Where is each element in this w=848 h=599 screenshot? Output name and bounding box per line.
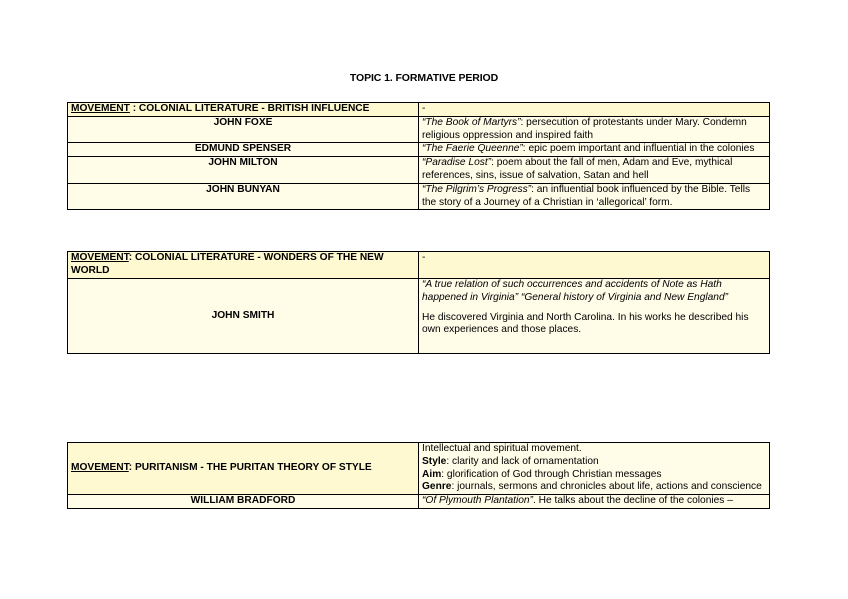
author-cell [68, 183, 419, 210]
work-description: : epic poem important and influential in the colonies [522, 143, 755, 155]
work-title: “Of Plymouth Plantation” [422, 495, 533, 507]
work-cell [419, 279, 770, 354]
movement-cell [68, 252, 419, 279]
work-title: “The Pilgrim’s Progress” [422, 183, 532, 195]
author-name: JOHN BUNYAN [206, 183, 280, 195]
author-name: EDMUND SPENSER [194, 143, 292, 155]
movement-table-wonders-new-world [67, 251, 770, 354]
work-title: “The Faerie Queenne” [422, 143, 523, 155]
work-description: : an influential book influenced by the Bible. Tells the story of a Journey of a Christian in ‘allegorical’ form. [422, 183, 751, 208]
movement-name: : COLONIAL LITERATURE - BRITISH INFLUENCE [129, 103, 370, 114]
table-header-row [68, 103, 770, 117]
work-title: “Paradise Lost” [422, 157, 492, 169]
author-cell [68, 279, 419, 354]
table-row [68, 495, 770, 509]
work-description: : persecution of protestants under Mary. Condemn religious oppression and inspired faith [422, 116, 747, 141]
style-line [422, 456, 766, 469]
style-label: Style [422, 455, 447, 467]
work-title-2: “General history of Virginia and New England” [520, 291, 729, 303]
table-row [68, 157, 770, 184]
work-title: “The Book of Martyrs” [422, 116, 521, 128]
movement-name: : COLONIAL LITERATURE - WONDERS OF THE NEW WORLD [71, 252, 384, 276]
work-description: He discovered Virginia and North Carolina. In his works he described his own experiences and those places. [422, 311, 749, 336]
table-row [68, 183, 770, 210]
work-title: “A true relation of such occurrences and accidents of Note as Hath happened in Virginia” [422, 279, 722, 303]
work-cell [419, 495, 770, 509]
movement-cell [68, 443, 419, 495]
movement-intro: Intellectual and spiritual movement. [422, 443, 582, 454]
author-name: JOHN FOXE [213, 116, 273, 128]
author-name: WILLIAM BRADFORD [190, 495, 296, 507]
header-right-cell: - [419, 103, 770, 117]
author-cell [68, 495, 419, 509]
movement-table-puritanism [67, 442, 770, 509]
work-description: . He talks about the decline of the colonies – [532, 495, 733, 507]
work-description: : poem about the fall of men, Adam and Eve, mythical references, sins, issue of salvation, Satan and hell [422, 157, 733, 181]
table-row [68, 143, 770, 157]
table-row [68, 279, 770, 354]
aim-text: : glorification of God through Christian messages [441, 468, 662, 480]
aim-line [422, 469, 766, 482]
genre-label: Genre [422, 481, 452, 493]
work-cell [419, 183, 770, 210]
table-header-row [68, 252, 770, 279]
work-cell [419, 157, 770, 184]
page-title: TOPIC 1. FORMATIVE PERIOD [349, 72, 499, 84]
table-row [68, 116, 770, 143]
author-cell [68, 116, 419, 143]
table-header-row [68, 443, 770, 495]
movement-label: MOVEMENT [71, 462, 129, 474]
genre-text: : journals, sermons and chronicles about life, actions and conscience [451, 481, 762, 493]
author-cell [68, 157, 419, 184]
header-right-cell: - [419, 252, 770, 279]
movement-table-british-influence [67, 102, 770, 210]
movement-name: : PURITANISM - THE PURITAN THEORY OF STYLE [128, 462, 372, 474]
movement-label: MOVEMENT [71, 103, 130, 114]
movement-description-cell [419, 443, 770, 495]
aim-label: Aim [422, 468, 442, 480]
author-cell [68, 143, 419, 157]
work-cell [419, 116, 770, 143]
movement-cell [68, 103, 419, 117]
author-name: JOHN MILTON [208, 157, 278, 169]
author-name: JOHN SMITH [211, 309, 275, 321]
movement-label: MOVEMENT [71, 252, 129, 263]
style-text: : clarity and lack of ornamentation [446, 455, 599, 467]
work-cell [419, 143, 770, 157]
genre-line [422, 481, 766, 494]
